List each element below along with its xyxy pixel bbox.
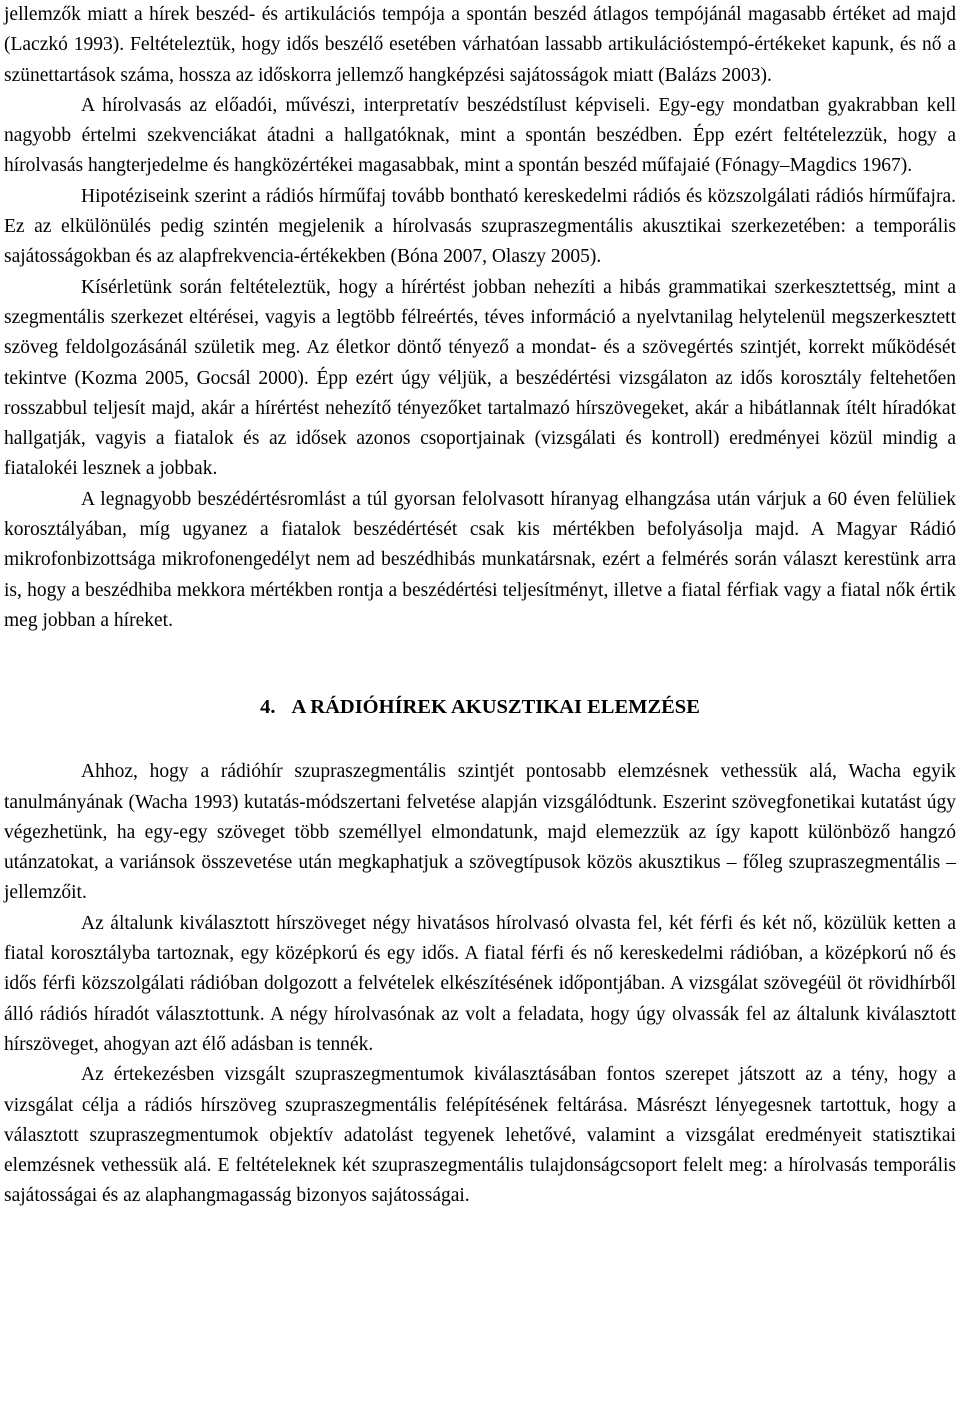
paragraph: A legnagyobb beszédértésromlást a túl gyorsan felolvasott híranyag elhangzása után várjuk a 60 éven felüliek korosztályában, míg ugyanez a fiatalok beszédértését csak kis mértékben befolyásolja majd. A Magyar Rádió mikrofonbizottsága mikrofonengedélyt nem ad beszédhibás munkatársnak, ezért a felmérés során választ kerestünk arra is, hogy a beszédhiba mekkora mértékben rontja a beszédértési teljesítményt, illetve a fiatal férfiak vagy a fiatal nők értik meg jobban a híreket. [4,488,956,631]
paragraph: Ahhoz, hogy a rádióhír szupraszegmentális szintjét pontosabb elemzésnek vethessük alá, Wacha egyik tanulmányának (Wacha 1993) kutatás-módszertani felvetése alapján vizsgálódtunk. Eszerint szövegfonetikai kutatást úgy végezhetünk, ha egy-egy szöveget több személlyel elmondatunk, majd elemezzük az így kapott különböző hangzó utánzatokat, a variánsok összevetése után megkaphatjuk a szövegtípusok közös akusztikus – főleg szupraszegmentális – jellemzőit. [4,761,956,904]
paragraph: Az értekezésben vizsgált szupraszegmentumok kiválasztásában fontos szerepet játszott az a tény, hogy a vizsgálat célja a rádiós hírszöveg szupraszegmentális felépítésének feltárása. Másrészt lényegesnek tartottuk, hogy a választott szupraszegmentumok objektív adatolást tegyenek lehetővé, valamint a vizsgálat eredményeit statisztikai elemzésnek vethessük alá. E feltételeknek két szupraszegmentális tulajdonságcsoport felelt meg: a hírolvasás temporális sajátosságai és az alaphangmagasság bizonyos sajátosságai. [4,1064,956,1207]
paragraph: Kísérletünk során feltételeztük, hogy a hírértést jobban nehezíti a hibás grammatikai szerkesztettség, mint a szegmentális szerkezet eltérései, vagyis a legtöbb félreértés, téves információ a nyelvtanilag helytelenül megszerkesztett szöveg feldolgozásánál születik meg. Az életkor döntő tényező a mondat- és a szövegértés szintjét, korrekt működését tekintve (Kozma 2005, Gocsál 2000). Épp ezért úgy véljük, a beszédértési vizsgálaton az idős korosztály feltehetően rosszabbul teljesít majd, akár a hírértést nehezítő tényezőket tartalmazó hírszövegeket, akár a hibátlannak ítélt híradókat hallgatják, vagyis a fiatalok és az idősek azonos csoportjainak (vizsgálati és kontroll) eredményei közül mindig a fiatalokéi lesznek a jobbak. [4,276,956,480]
paragraph: jellemzők miatt a hírek beszéd- és artikulációs tempója a spontán beszéd átlagos tempójánál magasabb értéket ad majd (Laczkó 1993). Feltételeztük, hogy idős beszélő esetében várhatóan lassabb artikulációstempó-értékeket kapunk, és nő a szünettartások száma, hossza az időskorra jellemző hangképzési sajátosságok miatt (Balázs 2003). [4,4,956,86]
section-title: A RÁDIÓHÍREK AKUSZTIKAI ELEMZÉSE [291,696,700,719]
paragraph: Hipotéziseink szerint a rádiós hírműfaj tovább bontható kereskedelmi rádiós és közszolgálati rádiós hírműfajra. Ez az elkülönülés pedig szintén megjelenik a hírolvasás szupraszegmentális akusztikai szerkezetében: a temporális sajátosságokban és az alapfrekvencia-értékekben (Bóna 2007, Olaszy 2005). [4,185,956,268]
document-page [4,0,956,1212]
paragraph: Az általunk kiválasztott hírszöveget négy hivatásos hírolvasó olvasta fel, két férfi és két nő, közülük ketten a fiatal korosztályba tartoznak, egy középkorú és egy idős. A fiatal férfi és nő kereskedelmi rádióban, a középkorú nő és idős férfi közszolgálati rádióban dolgozott a felvételek elkészítésének időpontjában. A vizsgálat szövegéül öt rövidhírből álló rádiós híradót választottunk. A négy hírolvasónak az volt a feladata, hogy úgy olvassák fel az általunk kiválasztott hírszöveget, ahogyan azt élő adásban is tennék. [4,912,956,1055]
section-heading [4,692,956,722]
section-number: 4. [260,696,276,719]
paragraph: A hírolvasás az előadói, művészi, interpretatív beszédstílust képviseli. Egy-egy mondatban gyakrabban kell nagyobb értelmi szekvenciákat átadni a hallgatóknak, mint a spontán beszédben. Épp ezért feltételezzük, hogy a hírolvasás hangterjedelme és hangközértékei magasabbak, mint a spontán beszéd műfajaié (Fónagy–Magdics 1967). [4,94,956,177]
